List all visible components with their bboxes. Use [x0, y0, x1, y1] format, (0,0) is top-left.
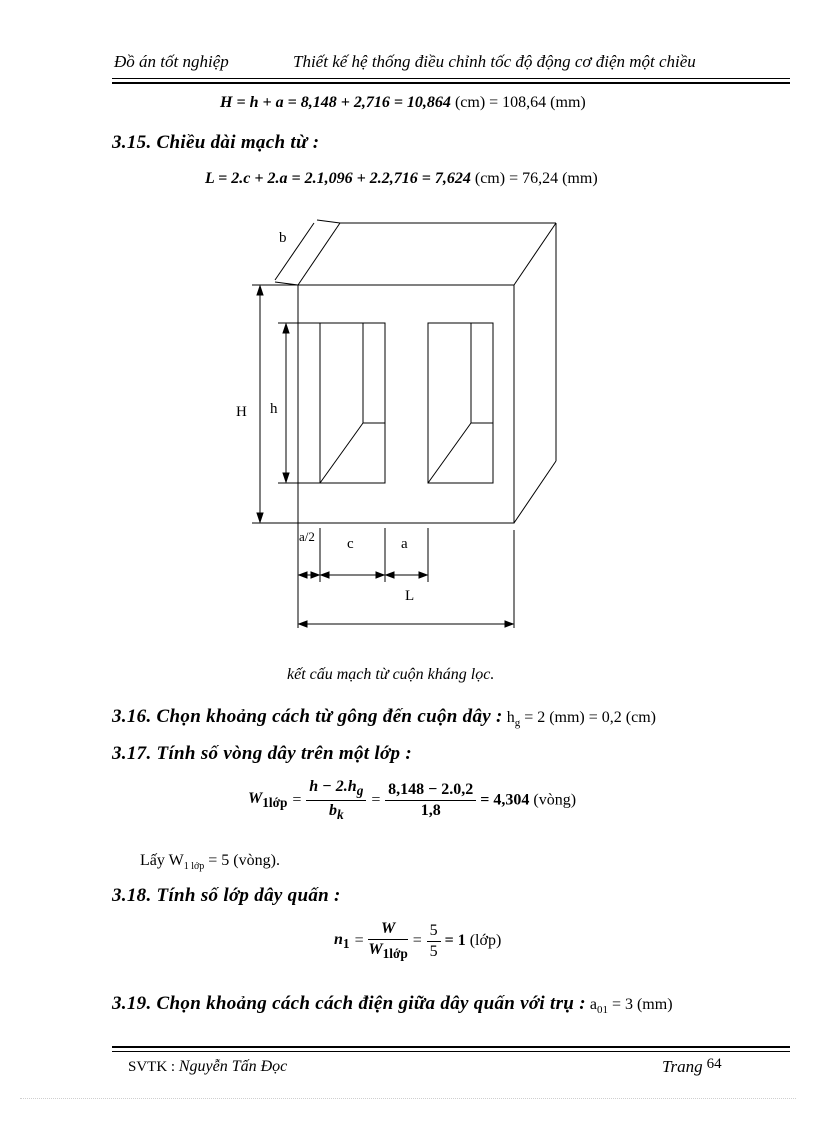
w1lop-subscript: 1lớp	[262, 795, 288, 811]
numerator-subscript-g: g	[356, 783, 364, 799]
fraction-symbolic-denominator: b	[328, 802, 337, 820]
section-heading-3-18: 3.18. Tính số lớp dây quấn :	[112, 885, 341, 906]
fraction-n1-symbolic	[368, 920, 407, 962]
header-right: Thiết kế hệ thống điều chỉnh tốc độ động cơ điện một chiều	[293, 52, 696, 71]
section-heading-3-17: 3.17. Tính số vòng dây trên một lớp :	[112, 743, 412, 764]
footer-rule-bottom	[112, 1051, 790, 1052]
footer-page-label: Trang	[662, 1057, 703, 1076]
fraction-symbolic-numerator: h − 2.h	[309, 778, 357, 795]
section-heading-3-19: 3.19. Chọn khoảng cách cách điện giữa dây quấn với trụ :	[112, 993, 586, 1014]
gap-rest: = 2 (mm) = 0,2 (cm)	[520, 709, 656, 726]
w1lop-result: = 4,304	[480, 791, 530, 809]
equation-W1lop: $W_{1lớp}$ = $\frac{h - 2.h_g}{b_k}$ = $\frac{8,148 - 2.0,2}{1,8}$ = 4,304 (vòng)	[248, 778, 577, 823]
fraction-n1-den-subscript: 1lớp	[382, 946, 408, 962]
footer-author: Nguyễn Tấn Đọc	[178, 1058, 288, 1075]
n1-unit: (lớp)	[469, 932, 502, 950]
footer-label: SVTK :	[128, 1059, 179, 1075]
fraction-n1-denominator: W	[368, 941, 383, 958]
fraction-numeric-denominator: 1,8	[420, 802, 441, 820]
label-a: a	[401, 536, 408, 552]
n1-result: = 1	[444, 932, 466, 950]
bottom-dotted-border	[20, 1098, 796, 1099]
equation-L-rhs: (cm) = 76,24 (mm)	[474, 170, 598, 187]
n1-subscript: 1	[342, 935, 350, 951]
label-a-half: a/2	[299, 529, 315, 544]
take-subscript: 1 lớp	[183, 861, 205, 873]
footer-left	[128, 1058, 287, 1076]
insulation-symbol: a	[589, 996, 597, 1013]
take-rest: = 5 (vòng).	[204, 852, 280, 869]
w1lop-unit: (vòng)	[533, 791, 577, 809]
fraction-numeric-numerator: 8,148 − 2.0,2	[385, 781, 476, 801]
fraction-numeric	[385, 781, 476, 820]
gap-value	[506, 709, 656, 730]
footer-rule-top	[112, 1046, 790, 1048]
gap-subscript: g	[514, 717, 521, 730]
fraction-n1-numeric	[427, 922, 441, 961]
footer-page-number: 64	[706, 1056, 722, 1072]
insulation-rest: = 3 (mm)	[607, 996, 673, 1013]
core-window-right	[428, 323, 493, 483]
core-window-left	[320, 323, 385, 483]
equation-n1: $n_1$ = $\frac{W}{W_{1lớp}}$ = $\frac{5}{5}$ = 1 (lớp)	[334, 920, 502, 962]
label-b: b	[279, 230, 287, 246]
n1-symbol: n	[334, 930, 343, 948]
label-h: h	[270, 401, 278, 417]
equation-H-lhs: H = h + a = 8,148 + 2,716 = 10,864	[220, 94, 451, 111]
insulation-value	[589, 996, 673, 1017]
section-3-19	[112, 993, 673, 1016]
fraction-symbolic	[306, 778, 366, 823]
insulation-subscript: 01	[596, 1004, 608, 1017]
gap-symbol: h	[506, 709, 515, 726]
equation-H-rhs: (cm) = 108,64 (mm)	[454, 94, 586, 111]
header-left: Đồ án tốt nghiệp	[114, 52, 229, 71]
fraction-n1-numerator: W	[368, 920, 407, 940]
figure-caption: kết cấu mạch từ cuộn kháng lọc.	[287, 666, 495, 683]
fraction-n1-numeric-numerator: 5	[427, 922, 441, 942]
footer-right	[662, 1056, 722, 1077]
label-L: L	[405, 588, 415, 604]
section-3-16	[112, 706, 656, 729]
section-heading-3-15: 3.15. Chiều dài mạch từ :	[112, 132, 320, 153]
label-H: H	[236, 404, 247, 420]
w1lop-symbol: W	[248, 790, 263, 808]
denominator-subscript-k: k	[336, 807, 344, 823]
take-w1lop	[140, 852, 280, 872]
fraction-n1-numeric-denominator: 5	[429, 942, 438, 960]
section-heading-3-16: 3.16. Chọn khoảng cách từ gông đến cuộn dây :	[112, 706, 503, 727]
equation-L-lhs: L = 2.c + 2.a = 2.1,096 + 2.2,716 = 7,624	[205, 170, 471, 187]
take-prefix: Lấy W	[140, 852, 184, 869]
core-front-face	[298, 285, 514, 523]
label-c: c	[347, 536, 354, 552]
